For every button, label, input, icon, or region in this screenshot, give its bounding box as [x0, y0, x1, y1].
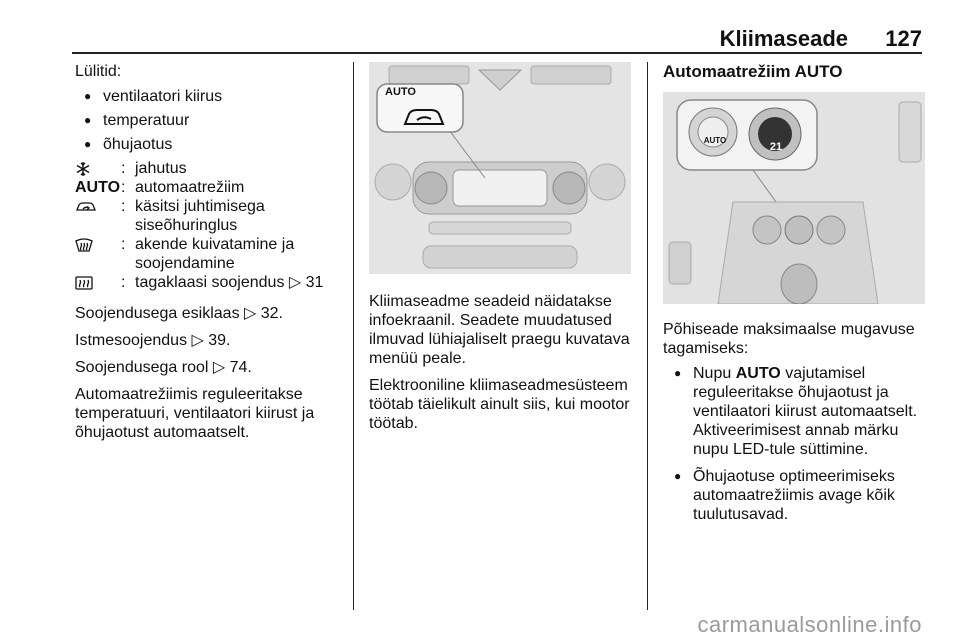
snowflake-icon — [75, 159, 121, 178]
knob-auto-label: AUTO — [703, 136, 727, 145]
legend-separator: : — [121, 274, 126, 291]
legend-desc: tagaklaasi soojendus ▷ 31 — [135, 274, 324, 291]
page-title: Kliimaseade — [719, 26, 848, 51]
switches-list — [75, 87, 345, 154]
column-1 — [75, 62, 345, 450]
legend-separator: : — [121, 198, 126, 215]
paragraph-comfort: Põhiseade maksimaalse mugavuse tagamiseks: — [663, 321, 915, 357]
paragraph-electronic-system: Elektrooniline kliimaseadmesüsteem töötab täielikult ainult siis, kui mootor töötab. — [369, 377, 630, 432]
legend-row-auto — [75, 178, 345, 197]
legend-desc: jahutus — [135, 160, 187, 177]
legend-desc: automaatrežiim — [135, 179, 245, 196]
page-number: 127 — [885, 26, 922, 51]
legend-separator: : — [121, 160, 126, 177]
legend-desc: akende kuivatamine ja soojendamine — [135, 236, 295, 272]
rear-window-heating-icon — [75, 273, 121, 292]
column-2 — [369, 62, 639, 441]
legend-row-cooling — [75, 159, 345, 178]
recirculation-icon — [75, 197, 121, 216]
legend-desc: käsitsi juhtimisega siseõhuringlus — [135, 198, 265, 234]
list-item: ● õhujaotus — [75, 135, 345, 154]
callout-auto-label: AUTO — [385, 86, 416, 98]
legend-separator: : — [121, 179, 126, 196]
legend-row-recirculation — [75, 197, 345, 235]
auto-button-ref: AUTO — [735, 365, 781, 382]
paragraph-heated-steering: Soojendusega rool ▷ 74. — [75, 359, 252, 376]
legend-row-rear-heating — [75, 273, 345, 292]
column-divider-2 — [647, 62, 648, 610]
list-item: ● Nupu AUTO vajutamisel reguleeritakse õhujaotust ja ventilaatori kiirust automaatselt. Aktiveerimisest annab märku nupu LED-tule süttimine. — [663, 364, 935, 459]
legend-separator: : — [121, 236, 126, 253]
symbol-legend — [75, 159, 345, 292]
column-3 — [663, 62, 935, 532]
header-rule — [72, 52, 922, 54]
auto-symbol: AUTO — [75, 179, 121, 196]
section-title-auto: Automaatrežiim AUTO — [663, 62, 843, 81]
watermark: carmanualsonline.info — [697, 612, 922, 637]
paragraph-auto-mode: Automaatrežiimis reguleeritakse temperatuuri, ventilaatori kiirust ja õhujaotust automaatselt. — [75, 386, 315, 441]
list-item: ● ventilaatori kiirus — [75, 87, 345, 106]
list-item: ● Õhujaotuse optimeerimiseks automaatrežiimis avage kõik tuulutusavad. — [663, 467, 935, 524]
column-divider-1 — [353, 62, 354, 610]
knob-display-value: 21 — [769, 141, 783, 153]
paragraph-heated-windscreen: Soojendusega esiklaas ▷ 32. — [75, 305, 283, 322]
climate-panel-illustration — [369, 62, 631, 274]
page-header — [0, 0, 960, 52]
list-item: ● temperatuur — [75, 111, 345, 130]
auto-knob-illustration — [663, 92, 925, 304]
windscreen-defrost-icon — [75, 235, 121, 254]
legend-row-defrost — [75, 235, 345, 273]
switches-lead: Lülitid: — [75, 63, 122, 80]
paragraph-seat-heating: Istmesoojendus ▷ 39. — [75, 332, 231, 349]
auto-instructions-list — [663, 364, 935, 524]
paragraph-display: Kliimaseadme seadeid näidatakse infoekraanil. Seadete muudatused ilmuvad lühiajaliselt praegu kuvatava menüü peale. — [369, 293, 630, 367]
